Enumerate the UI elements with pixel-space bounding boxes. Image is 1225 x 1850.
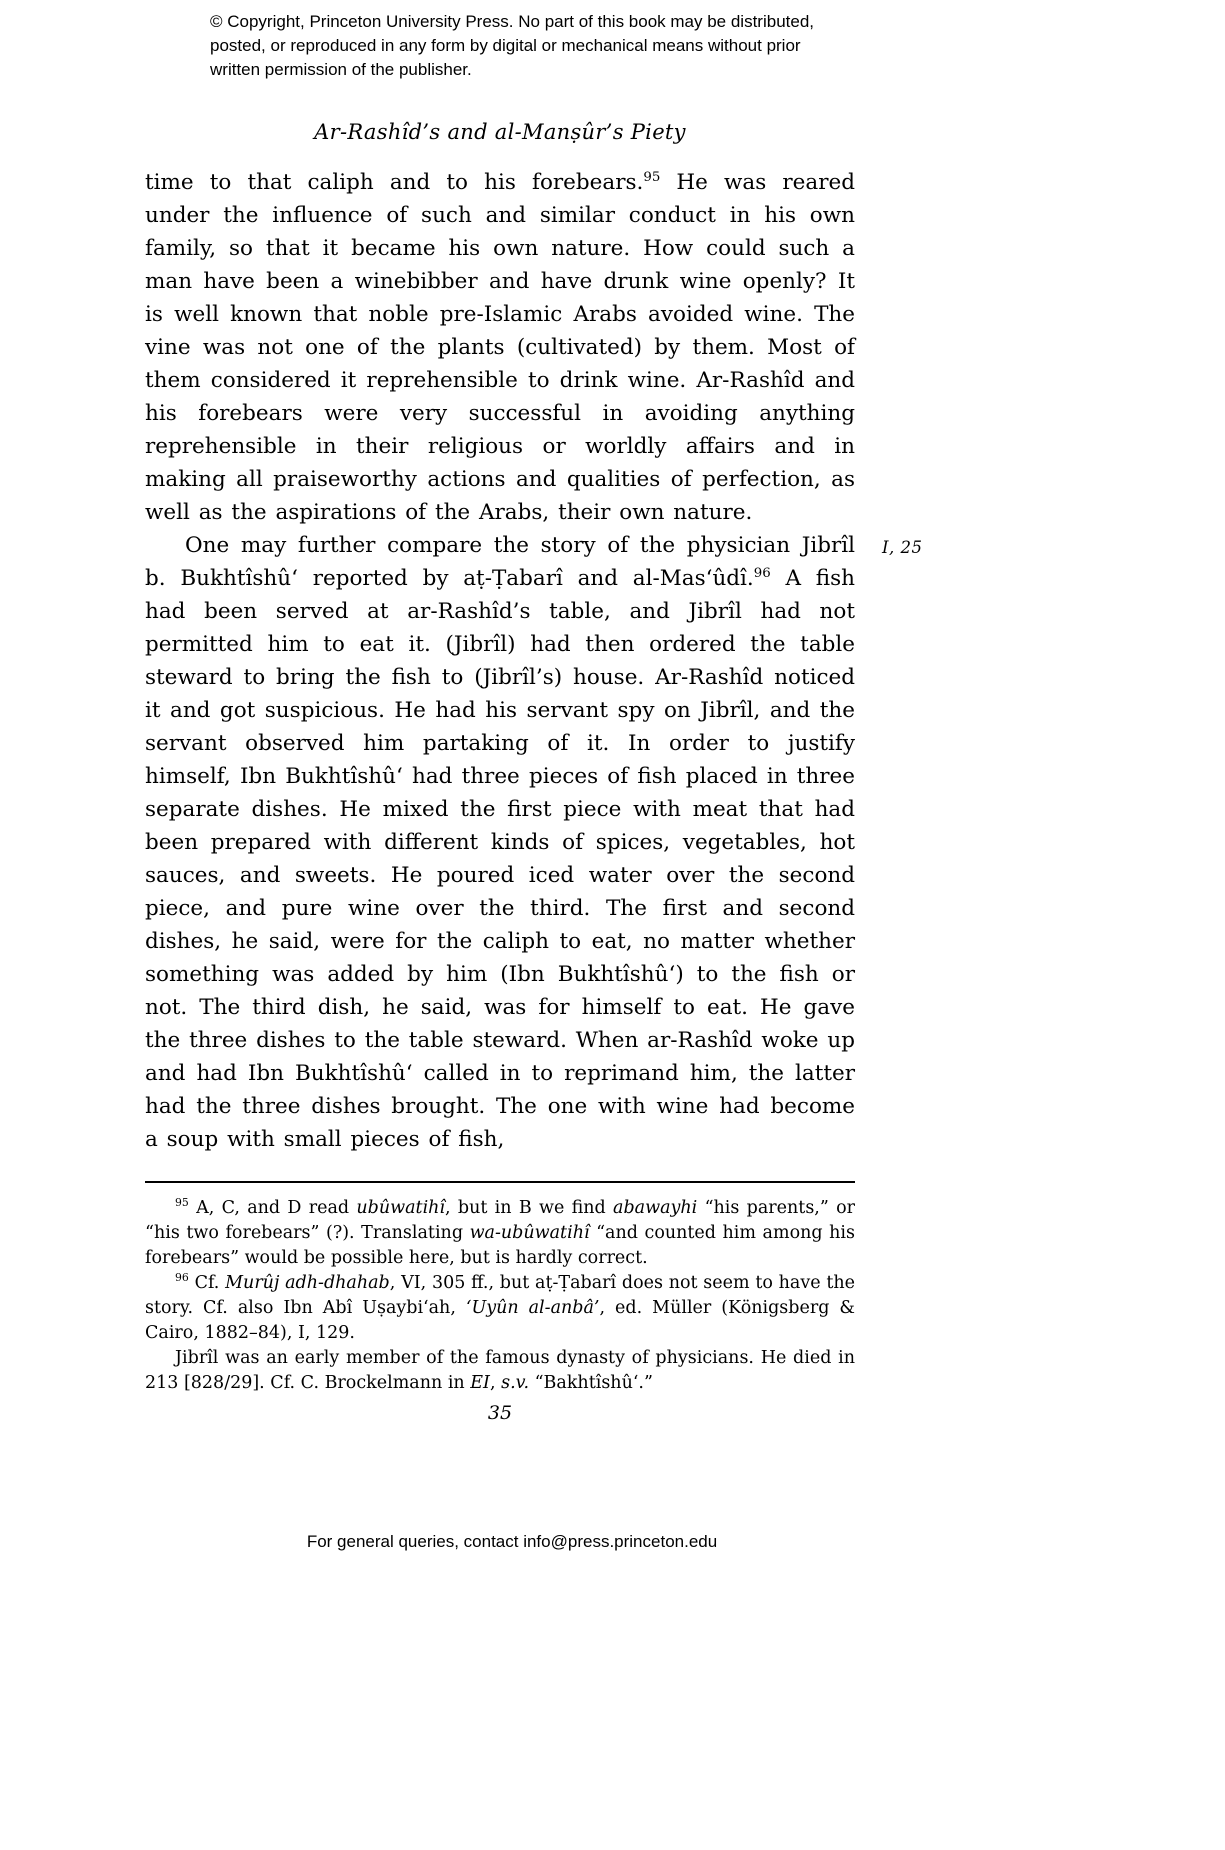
page-number: 35: [487, 1402, 513, 1424]
footnote-text: “Bakhtîshû‘.”: [529, 1373, 653, 1393]
footnote-96: [145, 1271, 855, 1346]
body-paragraph-1: [145, 166, 855, 529]
footnote-96-number: 96: [175, 1271, 189, 1285]
footnote-95-number: 95: [175, 1196, 189, 1210]
footnote-text: ,: [489, 1373, 502, 1393]
running-head: Ar-Rashîd’s and al-Manṣûr’s Piety: [314, 120, 686, 144]
footnote-italic-term: abawayhi: [613, 1198, 698, 1218]
footnote-italic-term: wa-ubûwatihî: [469, 1223, 590, 1243]
footnote-text: A, C, and D read: [188, 1198, 357, 1218]
footnote-95: [145, 1196, 855, 1271]
footnote-italic-term: ubûwatihî: [356, 1198, 446, 1218]
footnote-ref-95: 95: [643, 169, 661, 185]
footnote-rule: [145, 1181, 855, 1183]
body-paragraph-2: [145, 529, 855, 1156]
footnote-italic-title: ‘Uyûn al-anbâ’: [465, 1298, 600, 1318]
footnotes-section: [145, 1196, 855, 1396]
footnote-text: , ed. Müller (Königsberg & Cairo, 1882–84), I, 129.: [145, 1298, 855, 1343]
paragraph-text: One may further compare the story of the physician Jibrîl b. Bukhtîshû‘ reported by aṭ-Ṭabarî and al-Mas‘ûdî.: [145, 533, 855, 591]
footnote-text: “and counted him among his forebears” would be possible here, but is hardly correct.: [145, 1223, 855, 1268]
footnote-text: , VI, 305 ff., but aṭ-Ṭabarî does not seem to have the story. Cf. also Ibn Abî Uṣaybi‘ah,: [145, 1273, 855, 1318]
paragraph-text: A fish had been served at ar-Rashîd’s table, and Jibrîl had not permitted him to eat it. (Jibrîl) had then ordered the table steward to bring the fish to (Jibrîl’s) house. Ar-Rashîd noticed it and got suspicious. He had his servant spy on Jibrîl, and the servant observed him partaking of it. In order to justify himself, Ibn Bukhtîshû‘ had three pieces of fish placed in three separate dishes. He mixed the first piece with meat that had been prepared with different kinds of spices, vegetables, hot sauces, and sweets. He poured iced water over the second piece, and pure wine over the third. The first and second dishes, he said, were for the caliph to eat, no matter whether something was added by him (Ibn Bukhtîshû‘) to the fish or not. The third dish, he said, was for himself to eat. He gave the three dishes to the table steward. When ar-Rashîd woke up and had Ibn Bukhtîshû‘ called in to reprimand him, the latter had the three dishes brought. The one with wine had become a soup with small pieces of fish,: [145, 566, 856, 1152]
footnote-continuation: [145, 1346, 855, 1396]
body-text: [145, 166, 855, 1156]
footnote-text: “his parents,” or “his two forebears” (?). Translating: [145, 1198, 856, 1243]
footnote-text: Cf.: [188, 1273, 226, 1293]
paragraph-text: He was reared under the influence of such and similar conduct in his own family, so that it became his own nature. How could such a man have been a winebibber and have drunk wine openly? It is well known that noble pre-Islamic Arabs avoided wine. The vine was not one of the plants (cultivated) by them. Most of them considered it reprehensible to drink wine. Ar-Rashîd and his forebears were very successful in avoiding anything reprehensible in their religious or worldly affairs and in making all praiseworthy actions and qualities of perfection, as well as the aspirations of the Arabs, their own nature.: [145, 170, 855, 525]
paragraph-text: time to that caliph and to his forebears.: [145, 170, 644, 195]
footer-contact: For general queries, contact info@press.princeton.edu: [306, 1532, 718, 1551]
footnote-italic-title: Murûj adh-dhahab: [225, 1273, 390, 1293]
footnote-italic-abbrev: s.v.: [501, 1373, 530, 1393]
footnote-italic-title: EI: [470, 1373, 490, 1393]
copyright-notice: © Copyright, Princeton University Press. No part of this book may be distributed, posted, or reproduced in any form by digital or mechanical means without prior written permission of the publisher.: [210, 12, 815, 79]
footnote-ref-96: 96: [753, 565, 771, 581]
margin-note: I, 25: [882, 538, 923, 557]
footnote-text: , but in B we find: [445, 1198, 614, 1218]
footnote-text: Jibrîl was an early member of the famous dynasty of physicians. He died in 213 [828/29]. Cf. C. Brockelmann in: [145, 1348, 855, 1393]
